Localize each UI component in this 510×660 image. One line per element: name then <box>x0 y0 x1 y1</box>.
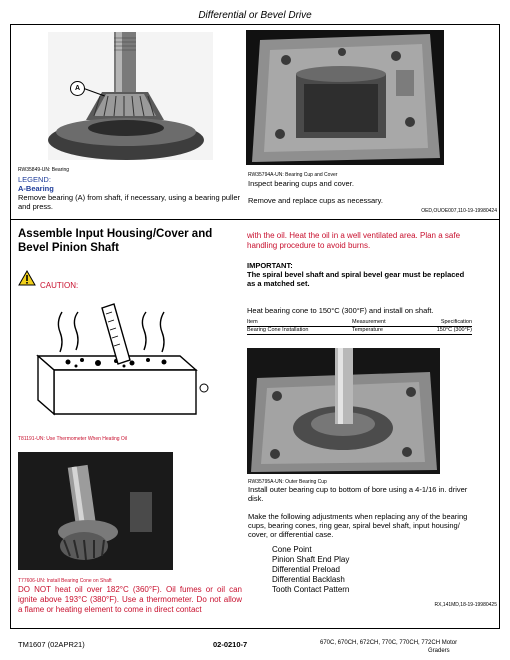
bottom-rule <box>10 628 500 629</box>
legend-label: LEGEND: <box>18 175 51 184</box>
page-title: Differential or Bevel Drive <box>198 10 312 21</box>
adjustments-intro: Make the following adjustments when replacing any of the bearing cups, bearing cones, ring gear, spiral bevel shaft, input housing/ cover, or differential case. <box>248 512 468 539</box>
legend-item: A-Bearing <box>18 184 54 193</box>
top-rule <box>10 24 500 25</box>
list-item: Cone Point <box>272 545 312 554</box>
warning-triangle-icon <box>18 270 36 291</box>
left-rule <box>10 24 11 628</box>
footer-models: 670C, 670CH, 672CH, 770C, 770CH, 772CH Motor <box>320 640 458 646</box>
spec-header-measurement: Measurement <box>352 319 386 325</box>
right-rule <box>499 24 500 628</box>
heat-instruction: Heat bearing cone to 150°C (300°F) and install on shaft. <box>247 306 434 315</box>
step-text: Inspect bearing cups and cover. <box>248 179 354 188</box>
footer-manual-id: TM1607 (02APR21) <box>18 640 85 649</box>
caution-continued: with the oil. Heat the oil in a well ventilated area. Plan a safe handling procedure to avoid burns. <box>247 231 461 250</box>
list-item: Pinion Shaft End Play <box>272 555 350 564</box>
spec-header-row <box>247 319 472 326</box>
list-item: Tooth Contact Pattern <box>272 585 350 594</box>
bearing-photo <box>48 32 213 160</box>
spec-item: Bearing Cone Installation <box>247 327 309 333</box>
pinion-shaft-photo <box>18 452 173 570</box>
figure-id: RW35849-UN: Bearing <box>18 167 70 173</box>
bearing-cup-photo <box>246 30 444 165</box>
spec-header-item: Item <box>247 319 258 325</box>
figure-id: RW35794A-UN: Bearing Cup and Cover <box>248 172 338 178</box>
spec-measurement: Temperature <box>352 327 383 333</box>
important-label: IMPORTANT: <box>247 261 293 270</box>
list-item: Differential Backlash <box>272 575 345 584</box>
section-heading: Assemble Input Housing/Cover and Bevel Pinion Shaft <box>18 228 213 254</box>
install-instruction: Install outer bearing cup to bottom of bore using a 4-1/16 in. driver disk. <box>248 485 468 503</box>
oil-heating-illustration <box>20 300 212 425</box>
caution-text: DO NOT heat oil over 182°C (360°F). Oil fumes or oil can ignite above 193°C (380°F). Use a thermometer. Do not allow a flame or heating element to come in direct contact <box>18 585 242 614</box>
spec-data-row <box>247 327 472 334</box>
footer-page-number: 02-0210-7 <box>213 640 248 649</box>
list-item: Differential Preload <box>272 565 340 574</box>
figure-id: T81191-UN: Use Thermometer When Heating Oil <box>18 436 128 442</box>
footer-models-line2: Graders <box>428 648 450 654</box>
caution-label: CAUTION: <box>40 281 79 290</box>
figure-id: RW35795A-UN: Outer Bearing Cup <box>248 479 327 485</box>
reference-code: OED,OUOE007,110-19-19980424 <box>421 208 497 214</box>
outer-bearing-cup-photo <box>247 348 440 474</box>
section-divider <box>10 219 500 220</box>
reference-code: RX,141MD,18-19-19980425 <box>434 602 497 608</box>
callout-a: A <box>70 81 85 96</box>
important-text: The spiral bevel shaft and spiral bevel gear must be replaced as a matched set. <box>247 270 465 288</box>
figure-id: T77606-UN: Install Bearing Cone on Shaft <box>18 578 112 584</box>
adjustment-list <box>272 545 349 595</box>
step-text: Remove and replace cups as necessary. <box>248 196 383 205</box>
spec-value: 150°C (300°F) <box>436 327 472 333</box>
spec-header-specification: Specification <box>440 319 472 325</box>
step-text: Remove bearing (A) from shaft, if necessary, using a bearing puller and press. <box>18 193 241 211</box>
specification-table <box>247 319 472 335</box>
